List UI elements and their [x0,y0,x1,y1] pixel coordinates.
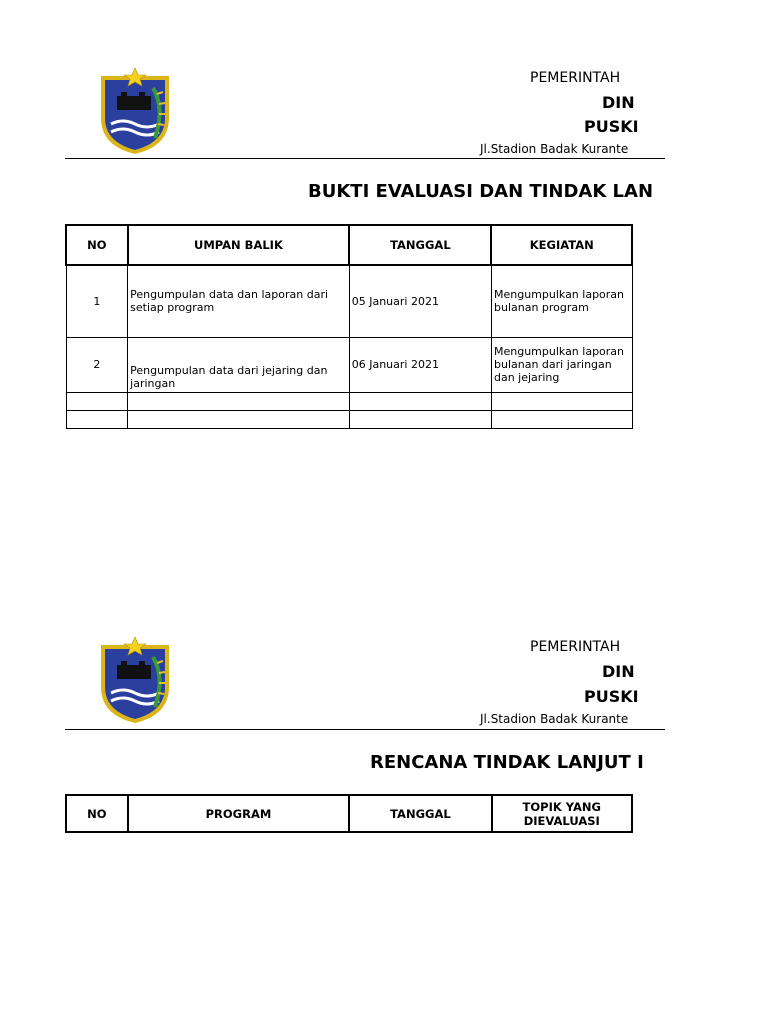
col-header-no: NO [66,795,128,832]
table-header-row [66,795,632,832]
table-row-empty [66,392,632,410]
header-agency: DIN [602,662,635,681]
section1-title: BUKTI EVALUASI DAN TINDAK LAN [308,181,654,202]
row-kegiatan: Mengumpulkan laporan bulanan program [491,265,632,337]
col-header-tanggal: TANGGAL [349,225,491,265]
coat-of-arms-icon [95,637,175,725]
header-address: Jl.Stadion Badak Kurante [480,142,629,156]
row-tanggal: 06 Januari 2021 [349,337,491,392]
header-divider [65,158,665,159]
row-no: 2 [66,337,128,392]
header-government: PEMERINTAH [530,70,621,86]
col-header-umpan-balik: UMPAN BALIK [128,225,350,265]
row-no: 1 [66,265,128,337]
table-row [66,265,632,337]
col-header-no: NO [66,225,128,265]
header-divider [65,729,665,730]
table-header-row [66,225,632,265]
header-puskesmas: PUSKI [584,117,639,136]
row-umpan-balik: Pengumpulan data dan laporan dari setiap program [128,265,350,337]
col-header-program: PROGRAM [128,795,350,832]
row-tanggal: 05 Januari 2021 [349,265,491,337]
feedback-table [65,224,633,429]
header-address: Jl.Stadion Badak Kurante [480,712,629,726]
row-umpan-balik: Pengumpulan data dari jejaring dan jaringan [128,337,350,392]
coat-of-arms-icon [95,68,175,156]
program-table [65,794,633,833]
col-header-tanggal: TANGGAL [349,795,491,832]
header-government: PEMERINTAH [530,639,621,655]
table-row-empty [66,410,632,428]
table-row [66,337,632,392]
col-header-topik: TOPIK YANG DIEVALUASI [492,795,632,832]
section2-title: RENCANA TINDAK LANJUT I [370,752,644,773]
header-puskesmas: PUSKI [584,687,639,706]
header-agency: DIN [602,93,635,112]
row-kegiatan: Mengumpulkan laporan bulanan dari jaringan dan jejaring [491,337,632,392]
col-header-kegiatan: KEGIATAN [491,225,632,265]
